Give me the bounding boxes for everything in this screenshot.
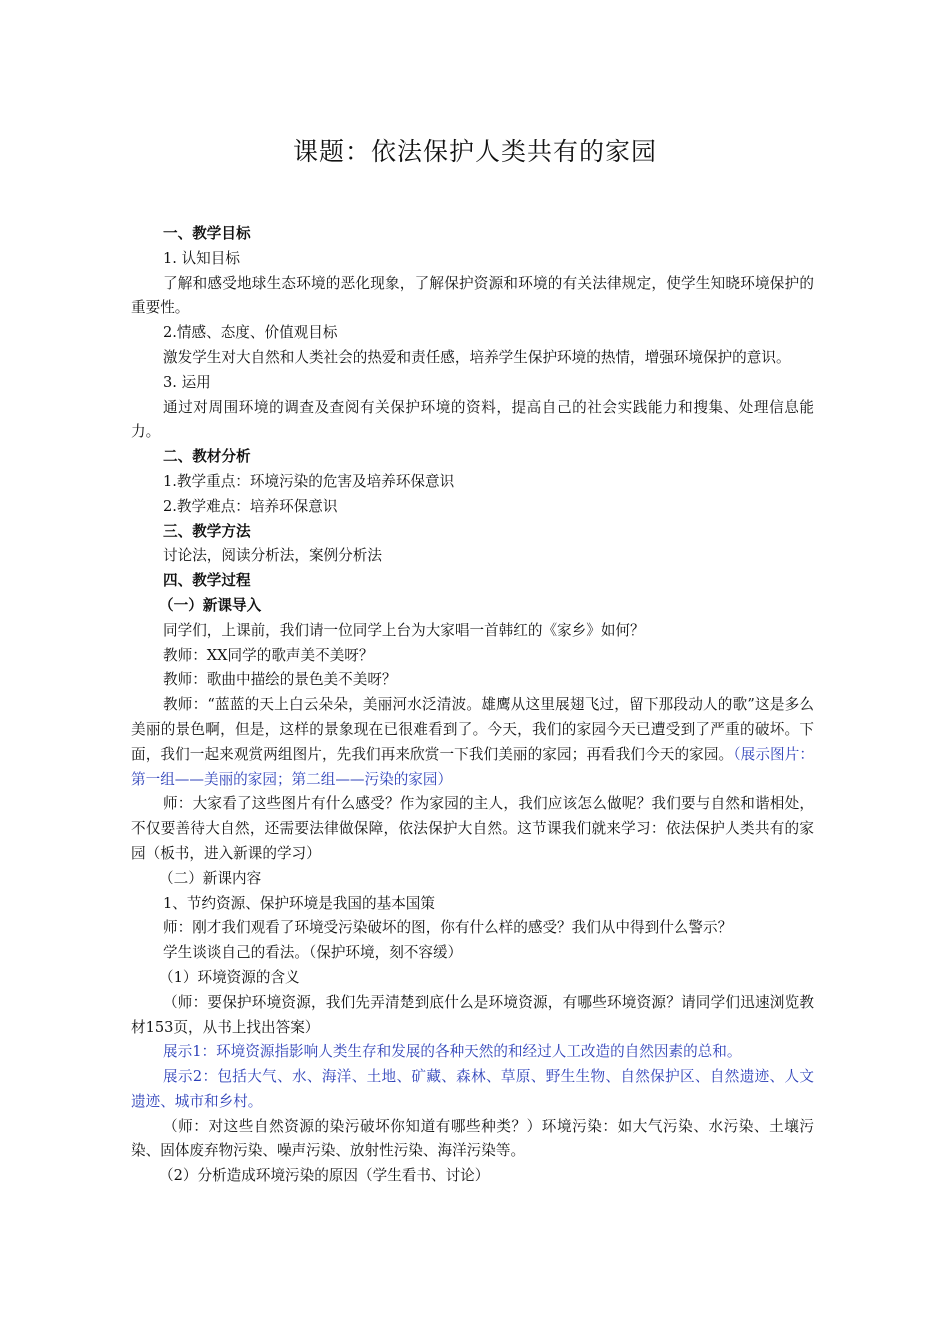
subsection-heading: （二）新课内容 — [159, 869, 262, 887]
paragraph — [131, 693, 814, 792]
text-line: （2）分析造成环境污染的原因（学生看书、讨论） — [159, 1167, 490, 1185]
text-line: 2.教学难点：培养环保意识 — [163, 497, 338, 515]
text-line: 学生谈谈自己的看法。（保护环境，刻不容缓） — [163, 944, 463, 962]
paragraph: （师：对这些自然资源的染污破坏你知道有哪些种类？）环境污染：如大气污染、水污染、土壤污染、固体废弃物污染、噪声污染、放射性污染、海洋污染等。 — [131, 1117, 814, 1160]
section-heading: 二、教材分析 — [163, 448, 251, 466]
text-line: 师：刚才我们观看了环境受污染破坏的图，你有什么样的感受？我们从中得到什么警示？ — [163, 919, 733, 937]
text-line: 同学们，上课前，我们请一位同学上台为大家唱一首韩红的《家乡》如何？ — [163, 621, 645, 639]
paragraph: 通过对周围环境的调查及查阅有关保护环境的资料，提高自己的社会实践能力和搜集、处理信息能力。 — [131, 398, 814, 441]
highlight-text: 展示1：环境资源指影响人类生存和发展的各种天然的和经过人工改造的自然因素的总和。 — [163, 1043, 742, 1061]
highlight-text: （展示图片：第一组——美丽的家园；第二组——污染的家园） — [131, 745, 814, 788]
text-line: 教师：XX同学的歌声美不美呀？ — [163, 646, 374, 664]
paragraph: 师：大家看了这些图片有什么感受？作为家园的主人，我们应该怎么做呢？我们要与自然和谐相处，不仅要善待大自然，还需要法律做保障，依法保护大自然。这节课我们就来学习：依法保护人类共有的家园（板书，进入新课的学习） — [131, 795, 814, 862]
text-line: （1）环境资源的含义 — [159, 968, 300, 986]
document-body — [131, 222, 814, 1189]
page-title: 课题：依法保护人类共有的家园 — [292, 137, 657, 166]
subsection-heading: （一）新课导入 — [159, 596, 262, 614]
subsection-heading: 3. 运用 — [163, 373, 211, 391]
text-line: 1.教学重点：环境污染的危害及培养环保意识 — [163, 472, 455, 490]
subsection-heading: 1. 认知目标 — [163, 249, 240, 267]
paragraph-text: 教师：“蓝蓝的天上白云朵朵，美丽河水泛清波。雄鹰从这里展翅飞过，留下那段动人的歌”这是多么美丽的景色啊，但是，这样的景象现在已很难看到了。今天，我们的家园今天已遭受到了严重的破坏。下面，我们一起来观赏两组图片，先我们再来欣赏一下我们美丽的家园；再看我们今天的家园。 — [131, 696, 814, 763]
section-heading: 三、教学方法 — [163, 522, 251, 540]
text-line: 教师：歌曲中描绘的景色美不美呀？ — [163, 671, 397, 689]
highlight-paragraph: 展示2：包括大气、水、海洋、土地、矿藏、森林、草原、野生生物、自然保护区、自然遗迹、人文遗迹、城市和乡村。 — [131, 1068, 814, 1110]
section-heading: 四、教学过程 — [163, 572, 251, 590]
paragraph: （师：要保护环境资源，我们先弄清楚到底什么是环境资源，有哪些环境资源？请同学们迅速浏览教材153页，从书上找出答案） — [131, 993, 814, 1036]
paragraph: 了解和感受地球生态环境的恶化现象，了解保护资源和环境的有关法律规定，使学生知晓环境保护的重要性。 — [131, 274, 814, 317]
text-line: 讨论法，阅读分析法，案例分析法 — [163, 547, 382, 565]
paragraph: 激发学生对大自然和人类社会的热爱和责任感，培养学生保护环境的热情，增强环境保护的意识。 — [163, 348, 791, 366]
subsection-heading: 2.情感、态度、价值观目标 — [163, 324, 338, 342]
text-line: 1、节约资源、保护环境是我国的基本国策 — [163, 894, 435, 912]
section-heading: 一、教学目标 — [163, 225, 251, 242]
